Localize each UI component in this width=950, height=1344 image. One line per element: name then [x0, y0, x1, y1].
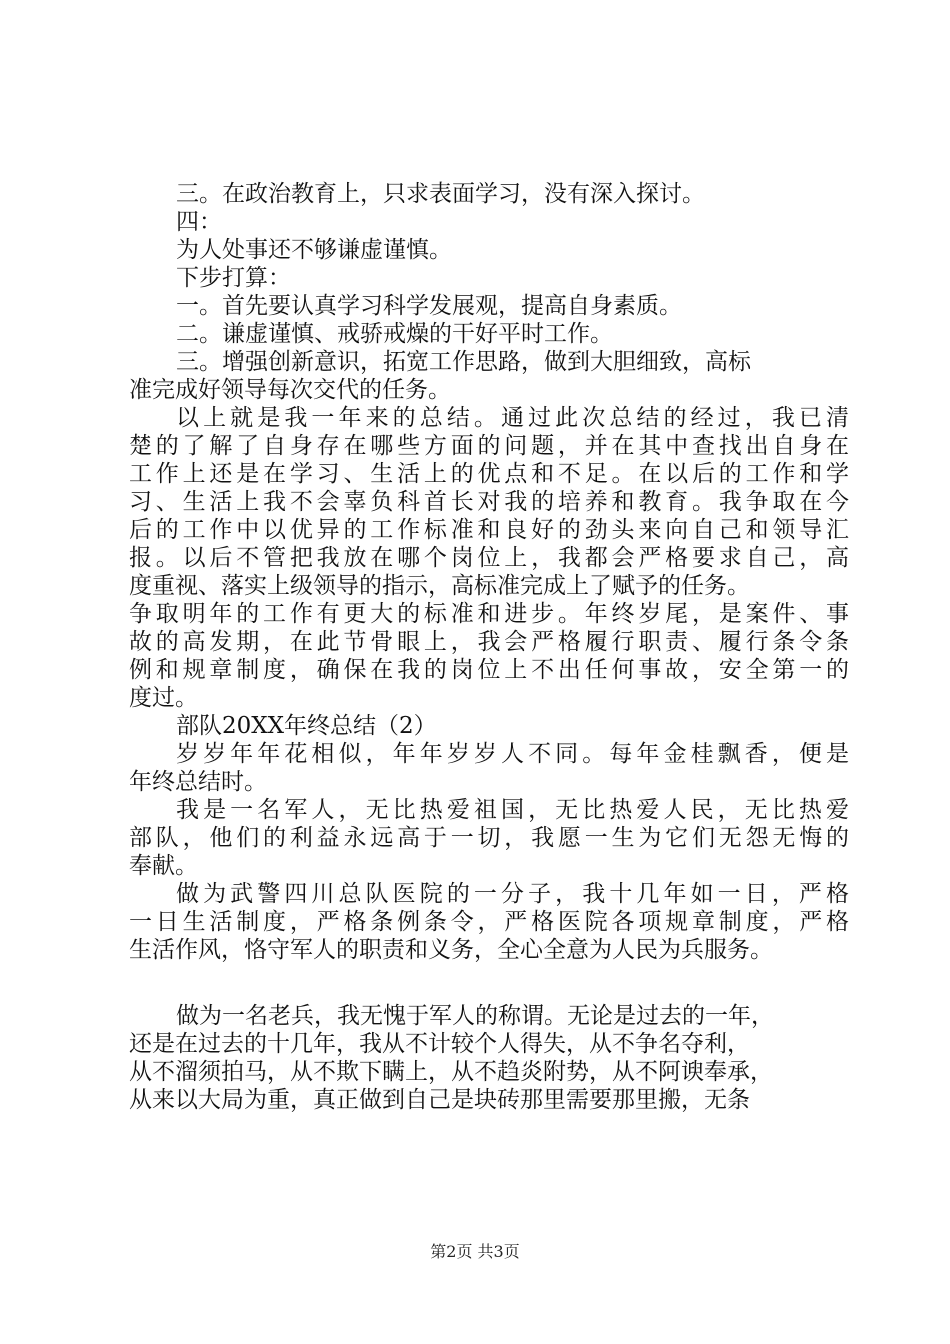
- text-line: 例和规章制度，确保在我的岗位上不出任何事故，安全第一的: [129, 657, 849, 683]
- text-line: 三。增强创新意识，拓宽工作思路，做到大胆细致，高标: [176, 349, 751, 375]
- text-line: 部队，他们的利益永远高于一切，我愿一生为它们无怨无悔的: [129, 825, 849, 851]
- text-line: 一日生活制度，严格条例条令，严格医院各项规章制度，严格: [129, 909, 849, 935]
- text-line: 四：: [176, 209, 222, 235]
- text-line: 楚的了解了自身存在哪些方面的问题，并在其中查找出自身在: [129, 433, 849, 459]
- page-number: 第2页 共3页: [430, 1242, 520, 1261]
- text-line: 做为一名老兵，我无愧于军人的称谓。无论是过去的一年，: [176, 1003, 774, 1029]
- text-line: 度重视、落实上级领导的指示，高标准完成上了赋予的任务。: [129, 573, 750, 599]
- text-line: 后的工作中以优异的工作标准和良好的劲头来向自己和领导汇: [129, 517, 849, 543]
- paragraph-gap: [129, 964, 849, 1002]
- text-line: 三。在政治教育上，只求表面学习，没有深入探讨。: [176, 181, 705, 207]
- text-line: 工作上还是在学习、生活上的优点和不足。在以后的工作和学: [129, 461, 849, 487]
- text-line: 习、生活上我不会辜负科首长对我的培养和教育。我争取在今: [129, 489, 849, 515]
- text-line: 二。谦虚谨慎、戒骄戒燥的干好平时工作。: [176, 321, 613, 347]
- text-line: 年终总结时。: [129, 769, 267, 795]
- text-line: 下步打算：: [176, 265, 291, 291]
- section-heading: 部队20XX年终总结（2）: [176, 713, 437, 739]
- text-line: 还是在过去的十几年，我从不计较个人得失，从不争名夺利，: [129, 1031, 750, 1057]
- text-line: 以上就是我一年来的总结。通过此次总结的经过，我已清: [176, 405, 849, 431]
- text-line: 奉献。: [129, 853, 198, 879]
- text-line: 度过。: [129, 685, 198, 711]
- text-line: 一。首先要认真学习科学发展观，提高自身素质。: [176, 293, 682, 319]
- text-line: 从来以大局为重，真正做到自己是块砖那里需要那里搬，无条: [129, 1087, 750, 1113]
- text-line: 做为武警四川总队医院的一分子，我十几年如一日，严格: [176, 881, 849, 907]
- text-line: 岁岁年年花相似，年年岁岁人不同。每年金桂飘香，便是: [176, 741, 849, 767]
- text-line: 争取明年的工作有更大的标准和进步。年终岁尾，是案件、事: [129, 601, 849, 627]
- text-line: 生活作风，恪守军人的职责和义务，全心全意为人民为兵服务。: [129, 937, 773, 963]
- text-line: 为人处事还不够谦虚谨慎。: [176, 237, 452, 263]
- page-footer: [0, 1242, 950, 1262]
- document-body: [129, 180, 849, 1114]
- text-line: 准完成好领导每次交代的任务。: [129, 377, 451, 403]
- text-line: 我是一名军人，无比热爱祖国，无比热爱人民，无比热爱: [176, 797, 849, 823]
- text-line: 从不溜须拍马，从不欺下瞒上，从不趋炎附势，从不阿谀奉承，: [129, 1059, 773, 1085]
- text-line: 故的高发期，在此节骨眼上，我会严格履行职责、履行条令条: [129, 629, 849, 655]
- text-line: 报。以后不管把我放在哪个岗位上，我都会严格要求自己，高: [129, 545, 849, 571]
